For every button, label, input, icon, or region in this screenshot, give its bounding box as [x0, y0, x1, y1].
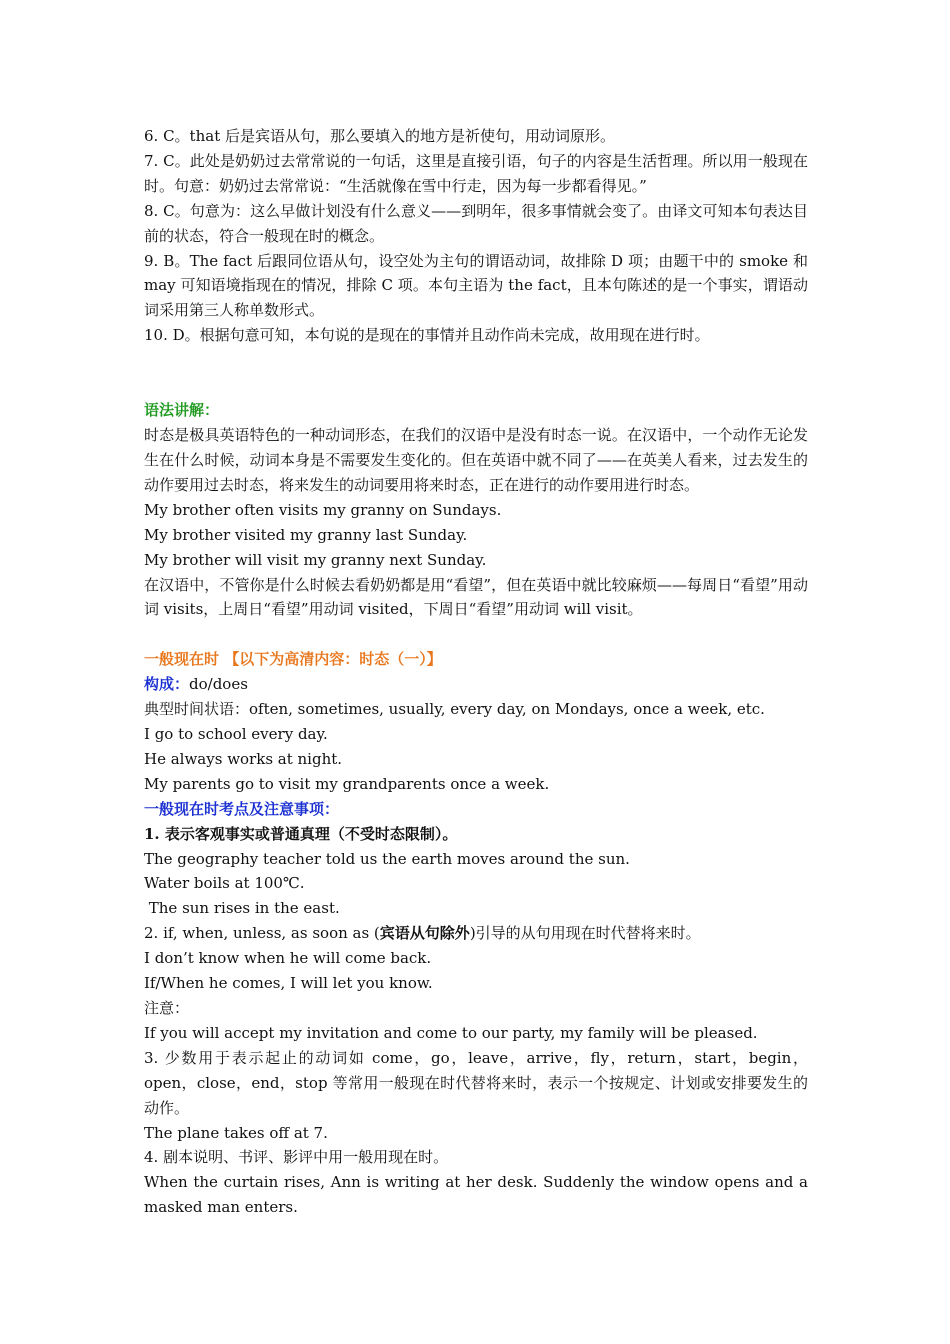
point-3: 3. 少数用于表示起止的动词如 come，go，leave，arrive，fly，return，start，begin，open，close，end，stop 等常用一般现在时代替将来时，表示一个按规定、计划或安排要发生的动作。	[144, 1048, 808, 1117]
form-line	[144, 672, 808, 697]
adverbials-line: 典型时间状语：often, sometimes, usually, every day, on Mondays, once a week, etc.	[144, 700, 765, 719]
point-2-example: If/When he comes, I will let you know.	[144, 974, 433, 993]
present-example: He always works at night.	[144, 749, 343, 768]
point-2-prefix: 2. if, when, unless, as soon as (	[144, 924, 380, 943]
document-page	[144, 124, 808, 1220]
answer-7: 7. C。此处是奶奶过去常常说的一句话，这里是直接引语，句子的内容是生活哲理。所以用一般现在时。句意：奶奶过去常常说：“生活就像在雪中行走，因为每一步都看得见。”	[144, 151, 808, 195]
point-2	[144, 921, 808, 946]
present-heading: 一般现在时 【以下为高清内容：时态（一）】	[144, 650, 442, 669]
notice-label: 注意：	[144, 999, 190, 1017]
point-2-bold: 宾语从句除外	[379, 924, 470, 943]
present-example: My parents go to visit my grandparents once a week.	[144, 774, 550, 793]
grammar-example: My brother often visits my granny on Sundays.	[144, 500, 502, 519]
notice-example: If you will accept my invitation and come to our party, my family will be pleased.	[144, 1023, 758, 1042]
answer-8: 8. C。句意为：这么早做计划没有什么意义——到明年，很多事情就会变了。由译文可知本句表达目前的状态，符合一般现在时的概念。	[144, 201, 808, 245]
point-2-example: I don’t know when he will come back.	[144, 949, 432, 968]
form-value: do/does	[189, 675, 248, 694]
present-example: I go to school every day.	[144, 725, 328, 744]
point-3-example: The plane takes off at 7.	[144, 1123, 328, 1142]
point-1: 1. 表示客观事实或普通真理（不受时态限制）。	[144, 824, 458, 843]
point-1-example: The sun rises in the east.	[144, 899, 340, 918]
answer-6: 6. C。that 后是宾语从句，那么要填入的地方是祈使句，用动词原形。	[144, 127, 615, 145]
grammar-note: 在汉语中，不管你是什么时候去看奶奶都是用“看望”，但在英语中就比较麻烦——每周日“看望”用动词 visits，上周日“看望”用动词 visited，下周日“看望”用动词 will visit。	[144, 575, 808, 619]
points-heading: 一般现在时考点及注意事项：	[144, 799, 340, 818]
grammar-example: My brother visited my granny last Sunday.	[144, 525, 468, 544]
grammar-intro: 时态是极具英语特色的一种动词形态，在我们的汉语中是没有时态一说。在汉语中，一个动作无论发生在什么时候，动词本身是不需要发生变化的。但在英语中就不同了——在英美人看来，过去发生的动作要用过去时态，将来发生的动词要用将来时态，正在进行的动作要用进行时态。	[144, 426, 808, 494]
point-4-example: When the curtain rises, Ann is writing at her desk. Suddenly the window opens and a masked man enters.	[144, 1173, 808, 1217]
answer-10: 10. D。根据句意可知，本句说的是现在的事情并且动作尚未完成，故用现在进行时。	[144, 326, 710, 345]
spacer	[144, 348, 808, 398]
spacer	[144, 622, 808, 647]
grammar-heading: 语法讲解：	[144, 401, 220, 420]
point-2-suffix: )引导的从句用现在时代替将来时。	[469, 924, 701, 943]
point-1-example: The geography teacher told us the earth moves around the sun.	[144, 849, 630, 868]
answer-9: 9. B。The fact 后跟同位语从句，设空处为主句的谓语动词，故排除 D 项；由题干中的 smoke 和 may 可知语境指现在的情况，排除 C 项。本句主语为 the fact，且本句陈述的是一个事实，谓语动词采用第三人称单数形式。	[144, 251, 808, 320]
form-label: 构成：	[144, 675, 190, 694]
grammar-example: My brother will visit my granny next Sunday.	[144, 550, 487, 569]
point-1-example: Water boils at 100℃.	[144, 874, 305, 893]
point-4: 4. 剧本说明、书评、影评中用一般用现在时。	[144, 1148, 449, 1167]
